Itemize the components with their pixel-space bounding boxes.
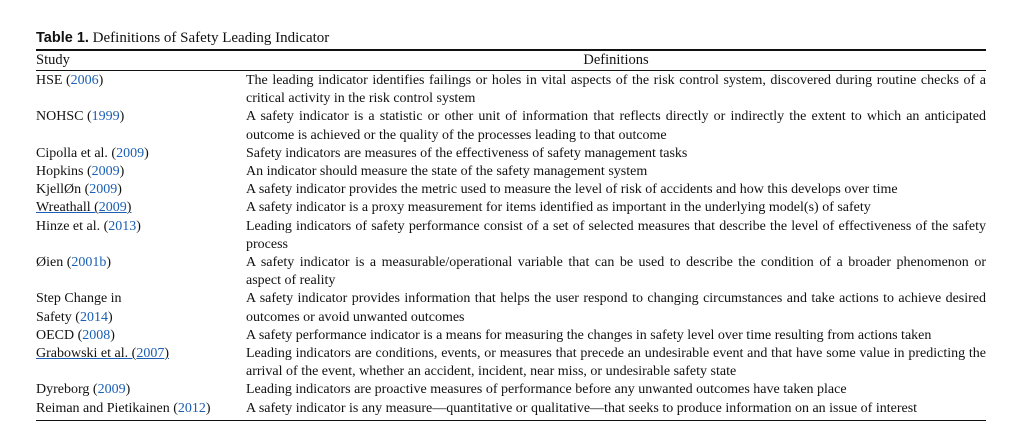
definition-cell: The leading indicator identifies failings or holes in vital aspects of the risk control system, discovered during routine checks of a critical activity in the risk control system: [246, 73, 986, 107]
table-body: [36, 71, 986, 418]
definition-cell: Leading indicators of safety performance consist of a set of selected measures that describe the level of effectiveness of the safety process: [246, 218, 986, 252]
citation-year-link[interactable]: 2001b: [71, 255, 107, 271]
definition-cell: A safety indicator is any measure—quantitative or qualitative—that seeks to produce information on an issue of interest: [246, 400, 918, 416]
paren-text: ): [126, 200, 132, 216]
author-text: Øien (: [36, 255, 72, 271]
citation-year-link[interactable]: 2009: [116, 145, 145, 161]
citation-year-link[interactable]: 2009: [91, 164, 120, 180]
study-cell: [36, 381, 246, 399]
citation-year-link[interactable]: 2009: [89, 182, 118, 198]
header-study: Study: [36, 52, 70, 68]
author-text: Dyreborg (: [36, 382, 98, 398]
citation-year-link[interactable]: 2006: [70, 73, 99, 88]
citation-year-link[interactable]: 2012: [177, 400, 206, 416]
study-cell: [36, 108, 246, 144]
author-text: NOHSC (: [36, 109, 92, 125]
definition-cell: A safety indicator is a proxy measurement for items identified as important in the underlying model(s) of safety: [246, 200, 871, 216]
table-header: [36, 51, 986, 70]
study-cell: [36, 199, 246, 217]
paren-text: ): [205, 400, 211, 416]
paren-text: ): [98, 73, 104, 88]
definition-cell: Leading indicators are proactive measures of performance before any unwanted outcomes have taken place: [246, 382, 847, 398]
author-text: Cipolla et al. (: [36, 145, 117, 161]
definition-cell: Leading indicators are conditions, events, or measures that precede an undesirable event and that have some value in predicting the arrival of the event, whether an accident, incident, near miss, or undesirable safety state: [246, 346, 986, 380]
table-row: [36, 218, 986, 254]
table-row: [36, 181, 986, 199]
study-cell: [36, 163, 246, 181]
citation-year-link[interactable]: 2009: [98, 200, 127, 216]
author-text: HSE (: [36, 73, 71, 88]
citation-year-link[interactable]: 2007: [136, 346, 165, 362]
citation-year-link[interactable]: 1999: [91, 109, 120, 125]
author-text: Grabowski et al. (: [36, 346, 137, 362]
paren-text: ): [106, 255, 112, 271]
study-cell: [36, 72, 246, 108]
paren-text: ): [164, 346, 169, 362]
bottom-rule: [36, 420, 986, 421]
table-row: [36, 345, 986, 381]
table-caption-label: Table 1.: [36, 30, 89, 46]
table-row: [36, 72, 986, 108]
author-text-line2: Safety (: [36, 309, 80, 325]
paren-text: ): [144, 145, 149, 161]
table-row: [36, 381, 986, 399]
definition-cell: An indicator should measure the state of the safety management system: [246, 164, 648, 180]
table-row: [36, 327, 986, 345]
author-text: Step Change in: [36, 291, 122, 307]
underlined-citation-link[interactable]: [36, 346, 169, 361]
paren-text: ): [136, 218, 141, 234]
table-caption-text: Definitions of Safety Leading Indicator: [88, 30, 330, 46]
author-text: KjellØn (: [36, 182, 90, 198]
table-caption: [36, 28, 986, 48]
study-cell: [36, 145, 246, 163]
citation-year-link[interactable]: 2013: [108, 218, 137, 234]
header-definitions: Definitions: [583, 52, 649, 68]
table-row: [36, 145, 986, 163]
author-text: OECD (: [36, 327, 83, 343]
table-figure: [36, 28, 986, 421]
paren-text: ): [119, 109, 125, 125]
paren-text: ): [107, 309, 113, 325]
study-cell: [36, 254, 246, 290]
author-text: Hinze et al. (: [36, 218, 109, 234]
table-row: [36, 163, 986, 181]
study-cell: [36, 345, 246, 381]
study-cell: [36, 400, 246, 418]
paren-text: ): [110, 327, 115, 343]
citation-year-link[interactable]: 2008: [82, 327, 111, 343]
citation-year-link[interactable]: 2009: [97, 382, 126, 398]
study-cell: [36, 290, 246, 326]
table-row: [36, 290, 986, 326]
table-row: [36, 254, 986, 290]
definition-cell: A safety indicator is a statistic or other unit of information that reflects directly or indirectly the extent to which an anticipated outcome is achieved or the quality of the processes leading to that outcome: [246, 109, 986, 143]
author-text: Hopkins (: [36, 164, 92, 180]
paren-text: ): [125, 382, 131, 398]
table-row: [36, 108, 986, 144]
study-cell: [36, 181, 246, 199]
study-cell: [36, 218, 246, 254]
definition-cell: Safety indicators are measures of the effectiveness of safety management tasks: [246, 145, 688, 161]
definition-cell: A safety indicator provides information that helps the user respond to changing circumstances and take actions to achieve desired outcomes or avoid unwanted outcomes: [246, 291, 986, 325]
author-text: Reiman and Pietikainen (: [36, 400, 178, 416]
definition-cell: A safety performance indicator is a means for measuring the changes in safety level over time resulting from actions taken: [246, 327, 932, 343]
study-cell: [36, 327, 246, 345]
definition-cell: A safety indicator is a measurable/operational variable that can be used to describe the condition of a broader phenomenon or aspect of reality: [246, 255, 986, 289]
definition-cell: A safety indicator provides the metric used to measure the level of risk of accidents and how this develops over time: [246, 182, 898, 198]
table-row: [36, 199, 986, 217]
underlined-citation-link[interactable]: [36, 200, 131, 215]
citation-year-link[interactable]: 2014: [79, 309, 108, 325]
paren-text: ): [117, 182, 122, 198]
paren-text: ): [119, 164, 125, 180]
author-text: Wreathall (: [36, 200, 99, 216]
table-row: [36, 400, 986, 418]
